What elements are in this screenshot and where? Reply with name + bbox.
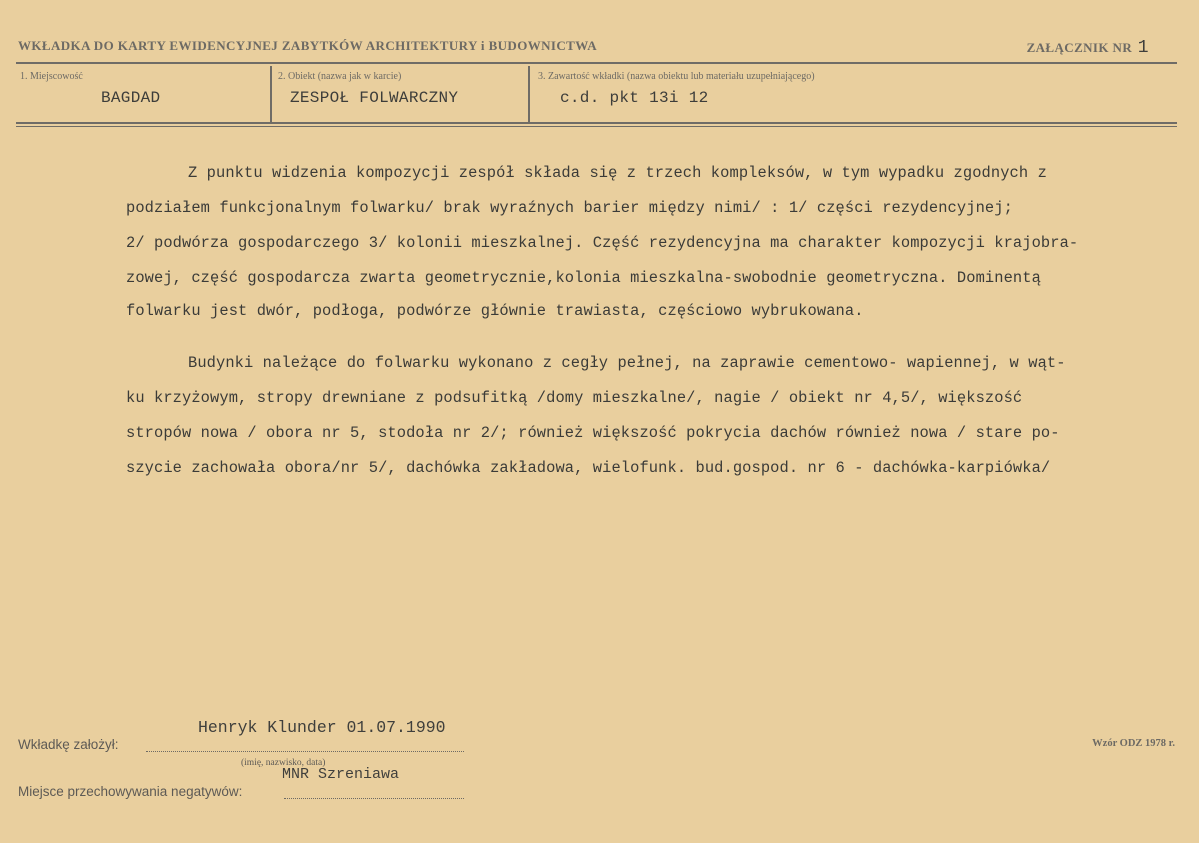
header-bottom-rule [16, 122, 1177, 124]
annex-label: ZAŁĄCZNIK NR [1026, 40, 1133, 55]
field-label-object: 2. Obiekt (nazwa jak w karcie) [278, 71, 402, 82]
field-value-contents: c.d. pkt 13i 12 [560, 89, 709, 107]
storage-dotted-line [284, 798, 464, 799]
founder-signature: Henryk Klunder 01.07.1990 [198, 718, 446, 737]
paragraph-line: 2/ podwórza gospodarczego 3/ kolonii mieszkalnej. Część rezydencyjna ma charakter kompozycji krajobra- [126, 234, 1079, 252]
field-label-locality: 1. Miejscowość [20, 71, 83, 82]
founder-label: Wkładkę założył: [18, 737, 119, 752]
field-divider-2 [528, 66, 530, 122]
paragraph-line: szycie zachowała obora/nr 5/, dachówka zakładowa, wielofunk. bud.gospod. nr 6 - dachówka-karpiówka/ [126, 459, 1051, 477]
founder-caption: (imię, nazwisko, data) [241, 758, 326, 768]
field-value-object: ZESPOŁ FOLWARCZNY [290, 89, 459, 107]
storage-value: MNR Szreniawa [282, 766, 400, 783]
paragraph-line: ku krzyżowym, stropy drewniane z podsufitką /domy mieszkalne/, nagie / obiekt nr 4,5/, większość [126, 389, 1023, 407]
paragraph-line: podziałem funkcjonalnym folwarku/ brak wyraźnych barier między nimi/ : 1/ części rezydencyjnej; [126, 199, 1013, 217]
paragraph-line: zowej, część gospodarcza zwarta geometrycznie,kolonia mieszkalna-swobodnie geometryczna. Dominentą [126, 269, 1041, 287]
paragraph-line: Z punktu widzenia kompozycji zespół składa się z trzech kompleksów, w tym wypadku zgodnych z [188, 164, 1047, 182]
founder-dotted-line [146, 751, 464, 752]
header-top-rule [16, 62, 1177, 64]
annex-number: 1 [1137, 38, 1149, 58]
paragraph-line: Budynki należące do folwarku wykonano z cegły pełnej, na zaprawie cementowo- wapiennej, w wąt- [188, 354, 1066, 372]
paragraph-line: folwarku jest dwór, podłoga, podwórze głównie trawiasta, częściowo wybrukowana. [126, 302, 864, 320]
field-value-locality: BAGDAD [101, 89, 161, 107]
annex-number-label [1027, 38, 1149, 58]
field-divider-1 [270, 66, 272, 122]
form-reference: Wzór ODZ 1978 r. [1092, 738, 1175, 749]
paragraph-line: stropów nowa / obora nr 5, stodoła nr 2/; również większość pokrycia dachów również nowa / stare po- [126, 424, 1060, 442]
storage-label: Miejsce przechowywania negatywów: [18, 784, 243, 799]
field-label-contents: 3. Zawartość wkładki (nazwa obiektu lub materiału uzupełniającego) [538, 71, 815, 82]
header-bottom-rule-2 [16, 126, 1177, 127]
form-title: WKŁADKA DO KARTY EWIDENCYJNEJ ZABYTKÓW ARCHITEKTURY i BUDOWNICTWA [18, 38, 597, 53]
